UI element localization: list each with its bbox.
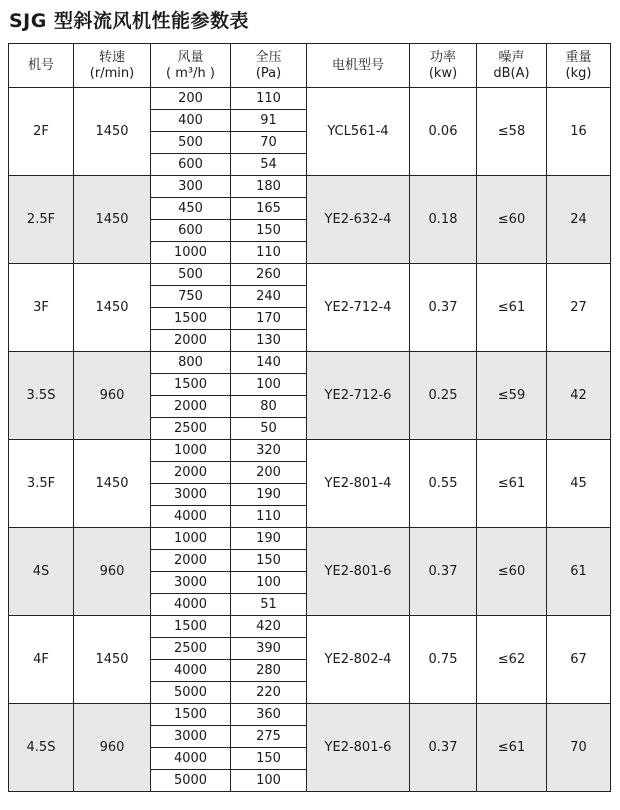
cell-pressure: 110: [231, 506, 307, 528]
cell-pressure: 180: [231, 176, 307, 198]
cell-weight: 67: [547, 616, 611, 704]
header-speed: 转速 (r/min): [74, 44, 151, 88]
cell-flow: 4000: [151, 748, 231, 770]
cell-pressure: 150: [231, 748, 307, 770]
cell-pressure: 150: [231, 220, 307, 242]
table-row: [9, 264, 611, 286]
cell-flow: 1500: [151, 308, 231, 330]
cell-flow: 2000: [151, 462, 231, 484]
cell-flow: 1000: [151, 242, 231, 264]
page-title: SJG 型斜流风机性能参数表: [9, 10, 249, 32]
cell-noise: ≤61: [477, 440, 547, 528]
cell-flow: 450: [151, 198, 231, 220]
cell-motor: YE2-632-4: [307, 176, 410, 264]
header-power: 功率 (kw): [410, 44, 477, 88]
cell-speed: 1450: [74, 440, 151, 528]
cell-pressure: 280: [231, 660, 307, 682]
cell-model: 2F: [9, 88, 74, 176]
cell-flow: 200: [151, 88, 231, 110]
cell-motor: YE2-712-4: [307, 264, 410, 352]
cell-pressure: 240: [231, 286, 307, 308]
cell-flow: 4000: [151, 594, 231, 616]
cell-flow: 3000: [151, 572, 231, 594]
cell-flow: 500: [151, 264, 231, 286]
cell-pressure: 140: [231, 352, 307, 374]
cell-flow: 600: [151, 154, 231, 176]
cell-weight: 24: [547, 176, 611, 264]
cell-speed: 960: [74, 528, 151, 616]
cell-model: 3F: [9, 264, 74, 352]
table-row: [9, 352, 611, 374]
cell-flow: 2000: [151, 396, 231, 418]
cell-pressure: 70: [231, 132, 307, 154]
cell-flow: 2000: [151, 550, 231, 572]
cell-flow: 750: [151, 286, 231, 308]
cell-speed: 960: [74, 704, 151, 792]
cell-power: 0.06: [410, 88, 477, 176]
cell-flow: 5000: [151, 770, 231, 792]
cell-model: 3.5S: [9, 352, 74, 440]
cell-pressure: 100: [231, 374, 307, 396]
cell-power: 0.25: [410, 352, 477, 440]
cell-weight: 70: [547, 704, 611, 792]
header-row: [9, 44, 611, 88]
cell-flow: 1500: [151, 616, 231, 638]
cell-weight: 42: [547, 352, 611, 440]
cell-flow: 300: [151, 176, 231, 198]
cell-noise: ≤59: [477, 352, 547, 440]
cell-pressure: 390: [231, 638, 307, 660]
cell-flow: 1000: [151, 528, 231, 550]
cell-power: 0.18: [410, 176, 477, 264]
cell-motor: YE2-801-4: [307, 440, 410, 528]
cell-pressure: 54: [231, 154, 307, 176]
cell-pressure: 220: [231, 682, 307, 704]
cell-motor: YE2-801-6: [307, 528, 410, 616]
cell-flow: 3000: [151, 484, 231, 506]
cell-pressure: 190: [231, 484, 307, 506]
cell-noise: ≤60: [477, 176, 547, 264]
cell-pressure: 275: [231, 726, 307, 748]
header-flow: 风量 ( m³/h ): [151, 44, 231, 88]
cell-flow: 5000: [151, 682, 231, 704]
cell-pressure: 200: [231, 462, 307, 484]
table-row: [9, 176, 611, 198]
cell-weight: 45: [547, 440, 611, 528]
cell-weight: 27: [547, 264, 611, 352]
cell-speed: 1450: [74, 264, 151, 352]
cell-flow: 2500: [151, 418, 231, 440]
cell-motor: YE2-712-6: [307, 352, 410, 440]
cell-pressure: 80: [231, 396, 307, 418]
fan-spec-table: [8, 43, 611, 792]
cell-flow: 800: [151, 352, 231, 374]
cell-flow: 3000: [151, 726, 231, 748]
cell-power: 0.37: [410, 704, 477, 792]
cell-model: 3.5F: [9, 440, 74, 528]
cell-speed: 960: [74, 352, 151, 440]
cell-flow: 600: [151, 220, 231, 242]
cell-pressure: 110: [231, 242, 307, 264]
cell-noise: ≤60: [477, 528, 547, 616]
cell-pressure: 320: [231, 440, 307, 462]
cell-power: 0.37: [410, 528, 477, 616]
cell-speed: 1450: [74, 616, 151, 704]
cell-model: 4.5S: [9, 704, 74, 792]
cell-pressure: 420: [231, 616, 307, 638]
cell-noise: ≤61: [477, 264, 547, 352]
cell-noise: ≤61: [477, 704, 547, 792]
cell-pressure: 51: [231, 594, 307, 616]
cell-pressure: 360: [231, 704, 307, 726]
table-row: [9, 440, 611, 462]
cell-motor: YE2-802-4: [307, 616, 410, 704]
cell-model: 2.5F: [9, 176, 74, 264]
table-row: [9, 704, 611, 726]
cell-power: 0.55: [410, 440, 477, 528]
cell-motor: YE2-801-6: [307, 704, 410, 792]
cell-pressure: 260: [231, 264, 307, 286]
header-model: 机号: [9, 44, 74, 88]
cell-weight: 16: [547, 88, 611, 176]
cell-flow: 2000: [151, 330, 231, 352]
cell-noise: ≤58: [477, 88, 547, 176]
table-row: [9, 528, 611, 550]
cell-power: 0.75: [410, 616, 477, 704]
cell-pressure: 110: [231, 88, 307, 110]
cell-pressure: 150: [231, 550, 307, 572]
cell-flow: 1000: [151, 440, 231, 462]
cell-pressure: 50: [231, 418, 307, 440]
cell-noise: ≤62: [477, 616, 547, 704]
header-motor: 电机型号: [307, 44, 410, 88]
cell-power: 0.37: [410, 264, 477, 352]
table-row: [9, 88, 611, 110]
cell-flow: 400: [151, 110, 231, 132]
cell-flow: 500: [151, 132, 231, 154]
header-weight: 重量 (kg): [547, 44, 611, 88]
cell-flow: 4000: [151, 506, 231, 528]
cell-pressure: 100: [231, 770, 307, 792]
cell-model: 4S: [9, 528, 74, 616]
header-pressure: 全压 (Pa): [231, 44, 307, 88]
cell-weight: 61: [547, 528, 611, 616]
cell-flow: 2500: [151, 638, 231, 660]
cell-speed: 1450: [74, 88, 151, 176]
cell-motor: YCL561-4: [307, 88, 410, 176]
cell-model: 4F: [9, 616, 74, 704]
cell-pressure: 165: [231, 198, 307, 220]
cell-speed: 1450: [74, 176, 151, 264]
cell-pressure: 190: [231, 528, 307, 550]
cell-pressure: 91: [231, 110, 307, 132]
cell-flow: 1500: [151, 374, 231, 396]
cell-pressure: 170: [231, 308, 307, 330]
cell-pressure: 130: [231, 330, 307, 352]
cell-flow: 4000: [151, 660, 231, 682]
cell-flow: 1500: [151, 704, 231, 726]
cell-pressure: 100: [231, 572, 307, 594]
table-row: [9, 616, 611, 638]
header-noise: 噪声 dB(A): [477, 44, 547, 88]
